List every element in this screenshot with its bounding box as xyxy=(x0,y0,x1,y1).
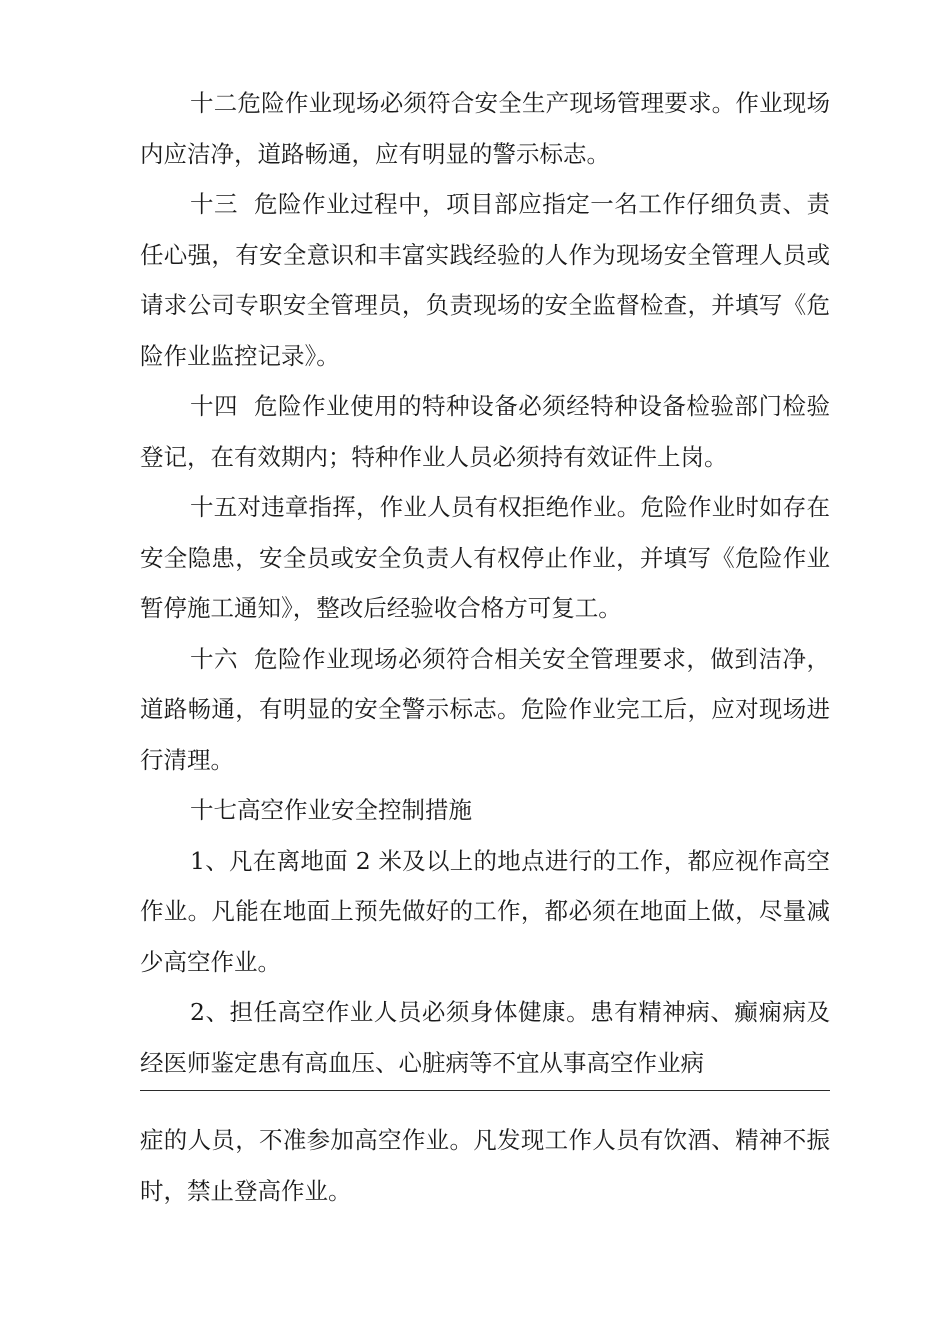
paragraph-13: 十三 危险作业过程中，项目部应指定一名工作仔细负责、责任心强，有安全意识和丰富实践经验的人作为现场安全管理人员或请求公司专职安全管理员，负责现场的安全监督检查，并填写《危险作业监控记录》。 xyxy=(140,190,830,370)
paragraph-17-heading: 十七高空作业安全控制措施 xyxy=(190,796,472,824)
paragraph-continuation: 症的人员，不准参加高空作业。凡发现工作人员有饮酒、精神不振时，禁止登高作业。 xyxy=(140,1126,830,1205)
paragraph-item-2: 2、担任高空作业人员必须身体健康。患有精神病、癫痫病及经医师鉴定患有高血压、心脏病等不宜从事高空作业病 xyxy=(140,998,830,1077)
continuation-block xyxy=(140,1115,830,1216)
paragraph-item-1: 1、凡在离地面 2 米及以上的地点进行的工作，都应视作高空作业。凡能在地面上预先做好的工作，都必须在地面上做，尽量减少高空作业。 xyxy=(140,846,830,976)
paragraph-12: 十二危险作业现场必须符合安全生产现场管理要求。作业现场内应洁净，道路畅通，应有明显的警示标志。 xyxy=(140,89,830,168)
paragraph-14: 十四 危险作业使用的特种设备必须经特种设备检验部门检验登记，在有效期内；特种作业人员必须持有效证件上岗。 xyxy=(140,392,830,471)
document-body xyxy=(140,78,830,1088)
paragraph-15: 十五对违章指挥，作业人员有权拒绝作业。危险作业时如存在安全隐患，安全员或安全负责人有权停止作业，并填写《危险作业暂停施工通知》，整改后经验收合格方可复工。 xyxy=(140,493,830,622)
page-divider xyxy=(140,1090,830,1091)
paragraph-16: 十六 危险作业现场必须符合相关安全管理要求，做到洁净，道路畅通，有明显的安全警示标志。危险作业完工后，应对现场进行清理。 xyxy=(140,644,830,774)
